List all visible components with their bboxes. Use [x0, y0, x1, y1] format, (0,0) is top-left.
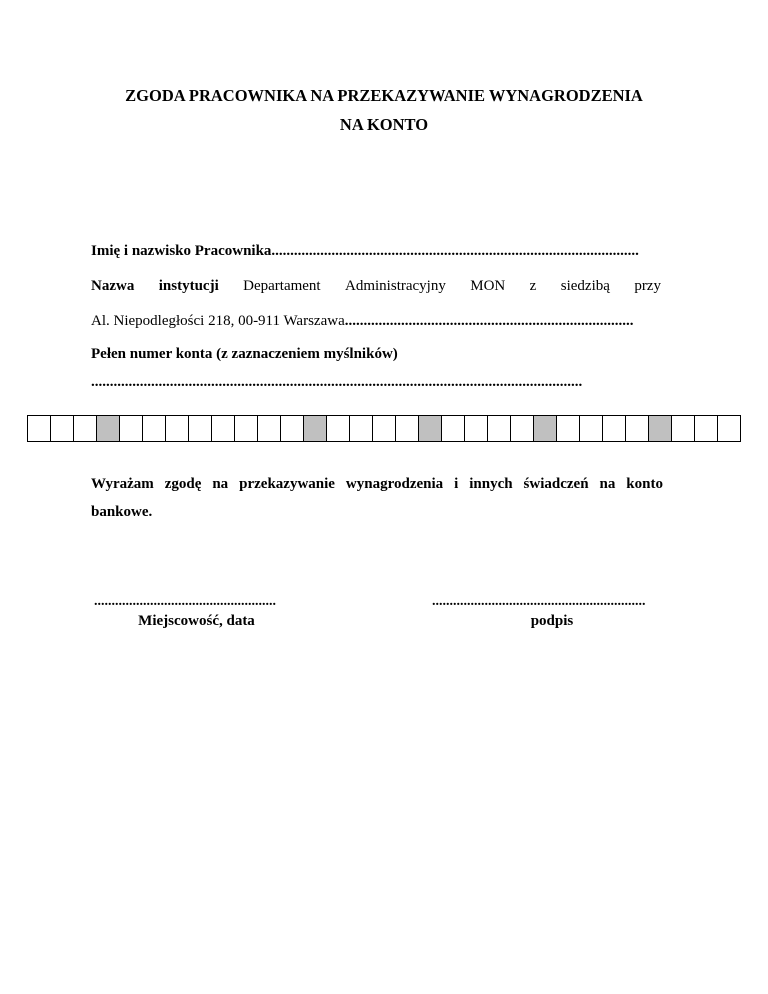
account-digit-cell[interactable]: [672, 416, 695, 441]
institution-word: z: [529, 278, 537, 294]
account-separator-cell: [419, 416, 442, 441]
account-digit-cell[interactable]: [603, 416, 626, 441]
institution-word: przy: [634, 278, 661, 294]
account-digit-cell[interactable]: [51, 416, 74, 441]
address-dots: .............................................................................: [344, 313, 634, 329]
account-digit-cell[interactable]: [718, 416, 741, 441]
document-title-line2: NA KONTO: [339, 115, 429, 134]
account-digit-cell[interactable]: [258, 416, 281, 441]
account-separator-cell: [649, 416, 672, 441]
address-line: [91, 313, 633, 330]
address-text: Al. Niepodległości 218, 00-911 Warszawa: [91, 313, 345, 329]
account-digit-cell[interactable]: [74, 416, 97, 441]
account-label: Pełen numer konta (z zaznaczeniem myślników): [91, 346, 398, 362]
account-digit-cell[interactable]: [511, 416, 534, 441]
account-separator-cell: [304, 416, 327, 441]
account-digit-cell[interactable]: [465, 416, 488, 441]
institution-word: instytucji: [158, 278, 219, 294]
account-digit-cell[interactable]: [557, 416, 580, 441]
account-digit-cell[interactable]: [166, 416, 189, 441]
account-digit-cell[interactable]: [212, 416, 235, 441]
account-digit-cell[interactable]: [281, 416, 304, 441]
account-digit-cell[interactable]: [327, 416, 350, 441]
place-date-label: Miejscowość, data: [138, 613, 255, 629]
account-number-grid[interactable]: [27, 415, 741, 442]
account-separator-cell: [534, 416, 557, 441]
account-digit-cell[interactable]: [396, 416, 419, 441]
signature-label: podpis: [530, 613, 574, 629]
document-title-line1: ZGODA PRACOWNIKA NA PRZEKAZYWANIE WYNAGRODZENIA: [125, 86, 643, 105]
place-date-dots: ....................................................: [94, 594, 276, 609]
consent-statement: Wyrażam zgodę na przekazywanie wynagrodzenia i innych świadczeń na konto bankowe.: [91, 476, 663, 520]
account-digit-cell[interactable]: [120, 416, 143, 441]
account-digit-cell[interactable]: [488, 416, 511, 441]
account-digit-cell[interactable]: [626, 416, 649, 441]
institution-word: Nazwa: [91, 278, 135, 294]
account-digit-cell[interactable]: [235, 416, 258, 441]
institution-word: Administracyjny: [345, 278, 446, 294]
employee-name-label: Imię i nazwisko Pracownika: [91, 243, 272, 259]
institution-row: [91, 278, 661, 295]
institution-word: Departament: [243, 278, 321, 294]
account-digit-cell[interactable]: [189, 416, 212, 441]
institution-word: MON: [470, 278, 506, 294]
account-digit-cell[interactable]: [373, 416, 396, 441]
account-digit-cell[interactable]: [350, 416, 373, 441]
account-separator-cell: [97, 416, 120, 441]
employee-name-field: [91, 243, 639, 260]
account-digit-cell[interactable]: [580, 416, 603, 441]
institution-word: siedzibą: [560, 278, 610, 294]
signature-dots: .............................................................: [432, 594, 646, 609]
account-digit-cell[interactable]: [28, 416, 51, 441]
account-dots: ...................................................................................................................................: [91, 374, 583, 390]
account-digit-cell[interactable]: [442, 416, 465, 441]
account-digit-cell[interactable]: [695, 416, 718, 441]
employee-name-dots: ..................................................................................................: [271, 243, 639, 259]
account-digit-cell[interactable]: [143, 416, 166, 441]
